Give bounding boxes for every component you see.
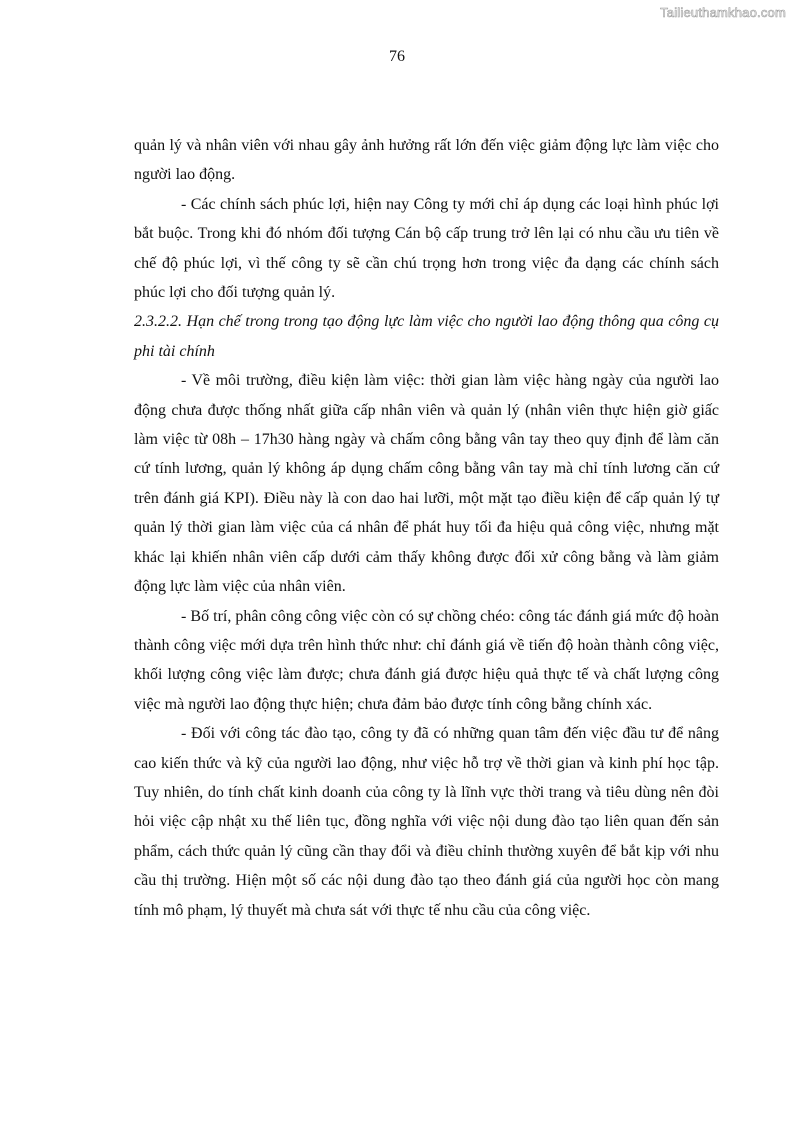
paragraph-training: - Đối với công tác đào tạo, công ty đã có những quan tâm đến việc đầu tư để nâng cao kiến thức và kỹ của người lao động, như việc hỗ trợ về thời gian và kinh phí học tập. Tuy nhiên, do tính chất kinh doanh của công ty là lĩnh vực thời trang và tiêu dùng nên đòi hỏi việc cập nhật xu thế liên tục, đồng nghĩa với việc nội dung đào tạo liên quan đến sản phẩm, cách thức quản lý cũng cần thay đổi và điều chỉnh thường xuyên để bắt kịp với nhu cầu thị trường. Hiện một số các nội dung đào tạo theo đánh giá của người học còn mang tính mô phạm, lý thuyết mà chưa sát với thực tế nhu cầu của công việc. [134,725,719,919]
paragraph-work-assignment: - Bố trí, phân công công việc còn có sự chồng chéo: công tác đánh giá mức độ hoàn thành công việc mới dựa trên hình thức như: chỉ đánh giá về tiến độ hoàn thành công việc, khối lượng công việc làm được; chưa đánh giá được hiệu quả thực tế và chất lượng công việc mà người lao động thực hiện; chưa đảm bảo được tính công bằng chính xác. [134,607,719,713]
section-heading-2-3-2-2: 2.3.2.2. Hạn chế trong trong tạo động lực làm việc cho người lao động thông qua công cụ phi tài chính [134,313,719,360]
watermark: Tailieuthamkhao.com [660,5,786,20]
paragraph-continuation: quản lý và nhân viên với nhau gây ảnh hưởng rất lớn đến việc giảm động lực làm việc cho người lao động. [134,137,719,184]
page-number: 76 [389,48,405,65]
paragraph-work-environment: - Về môi trường, điều kiện làm việc: thời gian làm việc hàng ngày của người lao động chưa được thống nhất giữa cấp nhân viên và quản lý (nhân viên thực hiện giờ giấc làm việc từ 08h – 17h30 hàng ngày và chấm công bằng vân tay theo quy định để làm căn cứ tính lương, quản lý không áp dụng chấm công bằng vân tay mà chỉ tính lương căn cứ trên đánh giá KPI). Điều này là con dao hai lưỡi, một mặt tạo điều kiện để cấp quản lý tự quản lý thời gian làm việc của cá nhân để phát huy tối đa hiệu quả công việc, nhưng mặt khác lại khiến nhân viên cấp dưới cảm thấy không được đối xử công bằng và làm giảm động lực làm việc của nhân viên. [134,372,719,596]
document-body [134,131,719,925]
paragraph-welfare-policy: - Các chính sách phúc lợi, hiện nay Công ty mới chỉ áp dụng các loại hình phúc lợi bắt buộc. Trong khi đó nhóm đối tượng Cán bộ cấp trung trở lên lại có nhu cầu ưu tiên về chế độ phúc lợi, vì thế công ty sẽ cần chú trọng hơn trong việc đa dạng các chính sách phúc lợi cho đối tượng quản lý. [134,195,719,302]
